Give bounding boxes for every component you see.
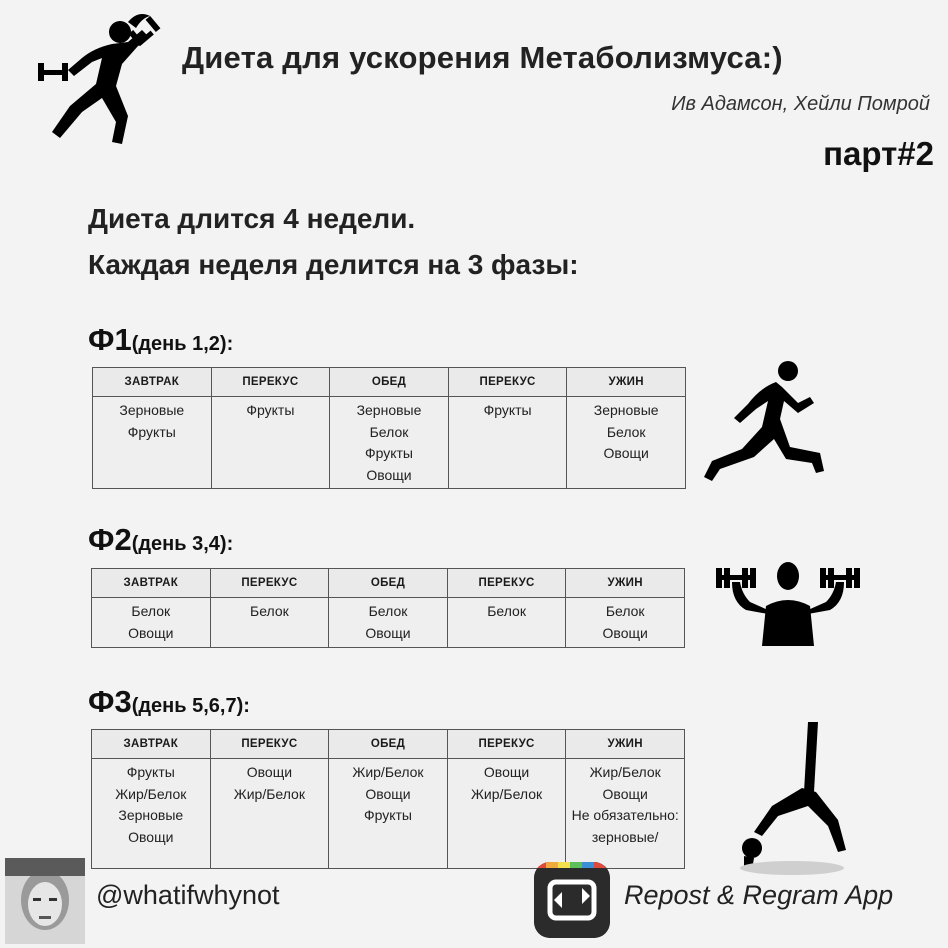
running-woman-dumbbells-logo-icon (32, 8, 164, 148)
cell-item: Белок (605, 603, 645, 619)
cell-item: Овощи (128, 828, 174, 845)
cell-item: Не обязательно: (571, 807, 679, 823)
table-cell (448, 397, 567, 489)
cell-item: Жир/Белок (352, 764, 424, 780)
cell-item: Овощи (365, 624, 411, 641)
avatar[interactable] (5, 858, 85, 944)
cell-item: Овощи (602, 785, 648, 802)
cell-item: Фрукты (126, 764, 175, 780)
phase-1-table (92, 367, 686, 489)
table-cell (92, 598, 211, 648)
cell-item: Белок (250, 603, 289, 619)
cell-item: Жир/Белок (115, 785, 187, 802)
table-header-row (92, 569, 685, 598)
column-header: УЖИН (567, 368, 686, 397)
username-handle[interactable]: @whatifwhynot (96, 880, 280, 910)
repost-app-icon (534, 862, 610, 938)
authors-subtitle: Ив Адамсон, Хейли Помрой (671, 93, 930, 115)
column-header: ПЕРЕКУС (211, 368, 330, 397)
cell-item: Зерновые (356, 402, 422, 418)
cell-item: Овощи (603, 445, 649, 461)
table-cell (447, 598, 566, 648)
column-header: ОБЕД (329, 730, 448, 759)
cell-item: Овощи (602, 624, 648, 641)
cell-item: Фрукты (127, 423, 176, 440)
phase-3-table (91, 729, 685, 869)
table-cell (329, 759, 448, 869)
column-header: ПЕРЕКУС (447, 730, 566, 759)
cell-item: Фрукты (246, 402, 295, 418)
phase-2-days: (день 3,4): (131, 533, 234, 555)
table-row (92, 759, 685, 869)
column-header: ОБЕД (329, 569, 448, 598)
cell-item: Овощи (366, 466, 412, 483)
intro-line-1: Диета длится 4 недели. (88, 203, 416, 234)
cell-item: Жир/Белок (470, 785, 543, 802)
cell-item: Фрукты (364, 445, 413, 461)
sprinting-woman-icon (700, 358, 838, 490)
cell-item: Овощи (128, 624, 174, 641)
cell-item: Жир/Белок (589, 764, 661, 780)
column-header: ПЕРЕКУС (448, 368, 567, 397)
column-header: ПЕРЕКУС (210, 569, 329, 598)
cell-item: Белок (368, 603, 408, 619)
table-cell (330, 397, 449, 489)
intro-line-2: Каждая неделя делится на 3 фазы: (88, 249, 579, 280)
repost-app-label: Repost & Regram App (624, 880, 894, 910)
page-title: Диета для ускорения Метаболизмуса:) (182, 40, 783, 75)
dumbbell-press-woman-icon (712, 556, 864, 648)
table-cell (92, 759, 211, 869)
column-header: ЗАВТРАК (92, 569, 211, 598)
cell-item: Овощи (365, 785, 411, 802)
column-header: ЗАВТРАК (93, 368, 212, 397)
cell-item: Белок (606, 423, 646, 440)
phase-2-table (91, 568, 685, 648)
cell-item: Белок (487, 603, 526, 619)
table-row (93, 397, 686, 489)
table-header-row (93, 368, 686, 397)
cell-item: Овощи (483, 764, 530, 780)
table-cell (566, 759, 685, 869)
cell-item: Овощи (246, 764, 293, 780)
table-cell (567, 397, 686, 489)
table-header-row (92, 730, 685, 759)
cell-item: Зерновые (118, 807, 184, 823)
column-header: ОБЕД (330, 368, 449, 397)
table-cell (93, 397, 212, 489)
column-header: УЖИН (566, 569, 685, 598)
column-header: УЖИН (566, 730, 685, 759)
cell-item: Зерновые (119, 402, 185, 418)
cell-item: Белок (369, 423, 409, 440)
table-cell (566, 598, 685, 648)
phase-2-heading (88, 522, 233, 558)
phase-1-days: (день 1,2): (131, 333, 234, 355)
table-cell (447, 759, 566, 869)
column-header: ПЕРЕКУС (210, 730, 329, 759)
table-cell (211, 397, 330, 489)
phase-3-name: Ф3 (88, 684, 132, 719)
column-header: ПЕРЕКУС (447, 569, 566, 598)
phase-3-heading (88, 684, 250, 720)
phase-1-heading (88, 322, 233, 358)
table-cell (210, 759, 329, 869)
leg-raise-bridge-woman-icon (722, 718, 862, 876)
phase-3-days: (день 5,6,7): (131, 695, 250, 717)
table-cell (210, 598, 329, 648)
cell-item: зерновые/ (591, 828, 659, 845)
table-cell (329, 598, 448, 648)
table-row (92, 598, 685, 648)
cell-item: Зерновые (593, 402, 659, 418)
column-header: ЗАВТРАК (92, 730, 211, 759)
phase-2-name: Ф2 (88, 522, 132, 557)
cell-item: Белок (131, 603, 171, 619)
part-label: парт#2 (823, 135, 934, 172)
cell-item: Фрукты (363, 807, 412, 823)
cell-item: Жир/Белок (233, 785, 305, 802)
cell-item: Фрукты (483, 402, 532, 418)
phase-1-name: Ф1 (88, 322, 132, 357)
